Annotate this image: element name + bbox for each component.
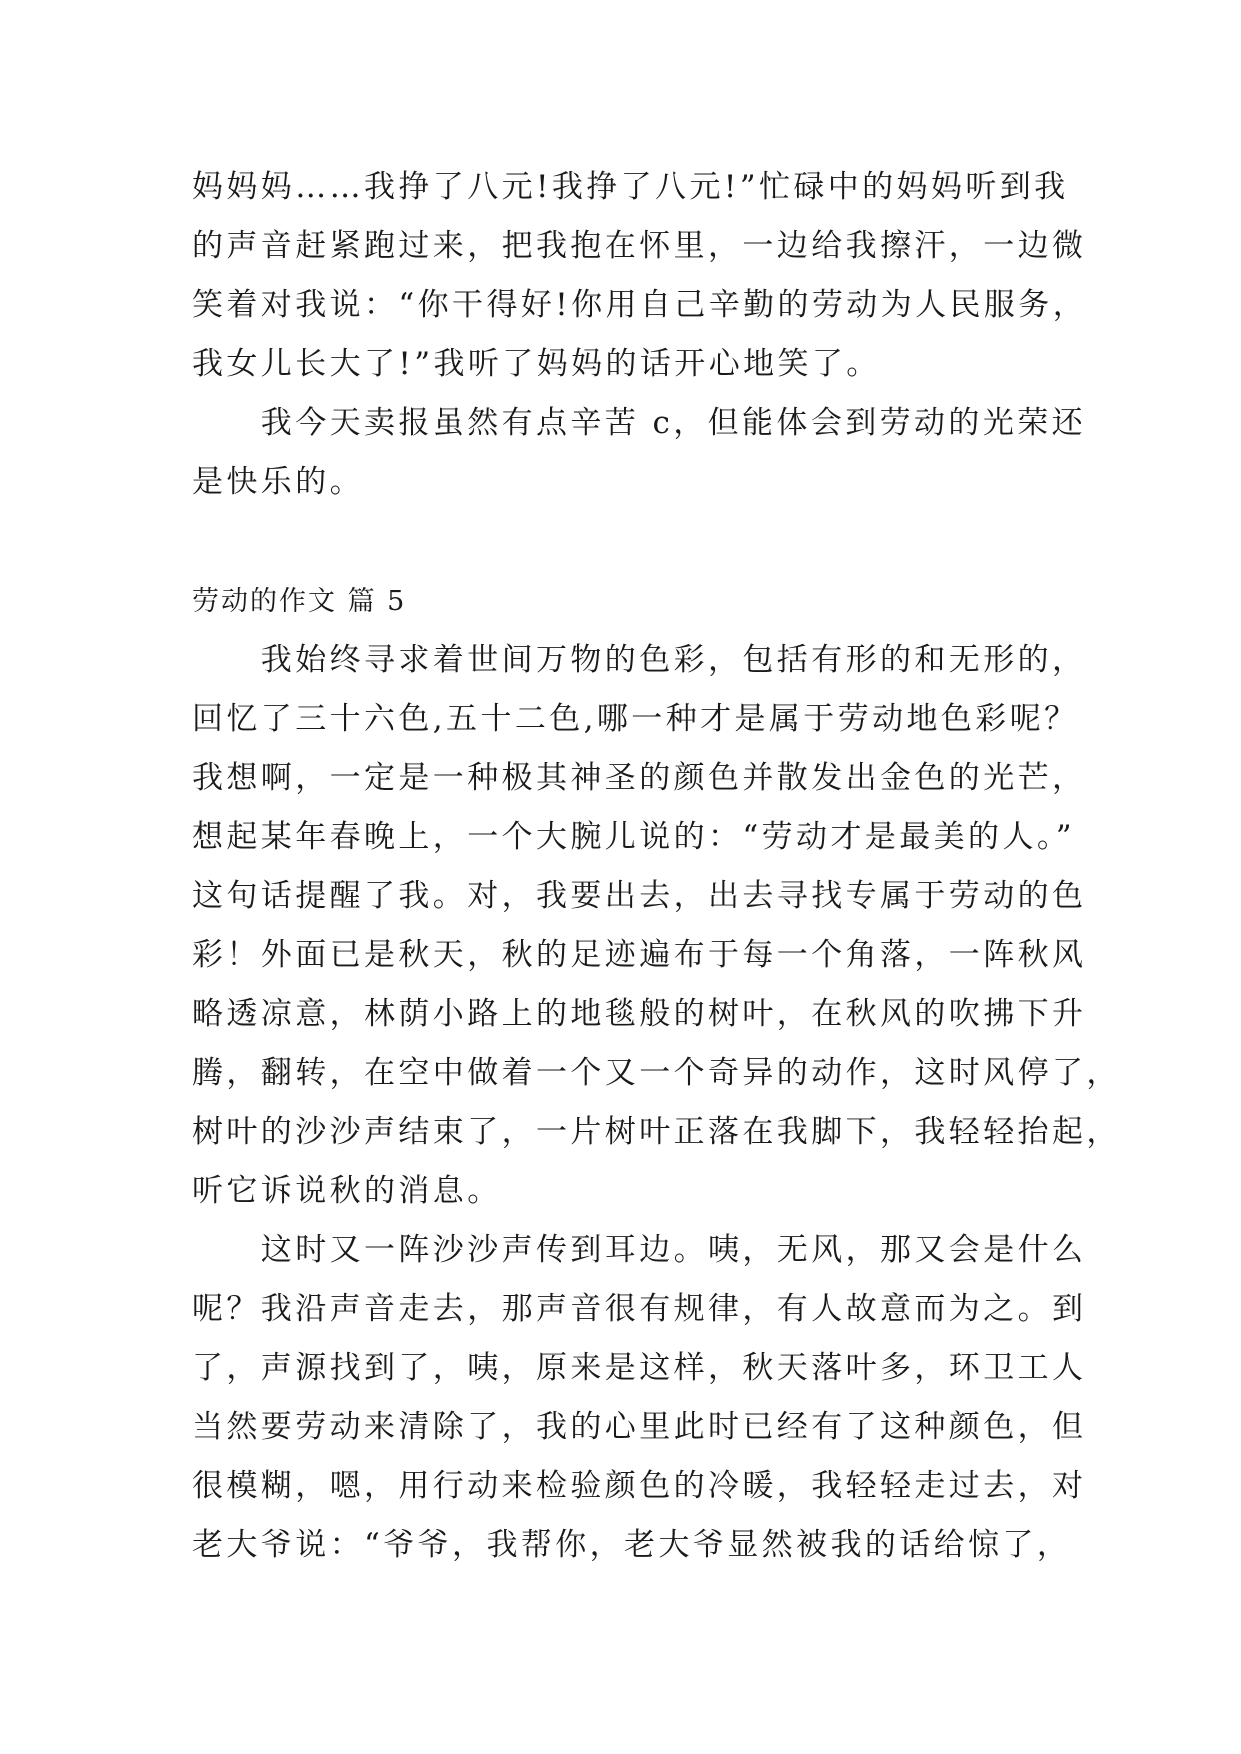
paragraph-line: 想起某年春晚上，一个大腕儿说的：“劳动才是最美的人。”: [192, 819, 1075, 855]
paragraph-line: 妈妈妈……我挣了八元!我挣了八元!”忙碌中的妈妈听到我: [192, 169, 1069, 205]
document-body: [192, 158, 1121, 1575]
section-heading: 劳动的作文 篇 5: [192, 586, 407, 617]
paragraph-line: 这句话提醒了我。对，我要出去，出去寻找专属于劳动的色: [192, 878, 1087, 914]
paragraph-line: 略透凉意，林荫小路上的地毯般的树叶，在秋风的吹拂下升: [192, 996, 1087, 1032]
paragraph-line: 当然要劳动来清除了，我的心里此时已经有了这种颜色，但: [192, 1409, 1087, 1445]
paragraph-line: 笑着对我说：“你干得好!你用自己辛勤的劳动为人民服务，: [192, 287, 1088, 323]
paragraph-line: 腾，翻转，在空中做着一个又一个奇异的动作，这时风停了，: [192, 1055, 1121, 1091]
paragraph-line: 树叶的沙沙声结束了，一片树叶正落在我脚下，我轻轻抬起，: [192, 1114, 1121, 1150]
paragraph-line: 的声音赶紧跑过来，把我抱在怀里，一边给我擦汗，一边微: [192, 228, 1087, 264]
paragraph-line: 呢？我沿声音走去，那声音很有规律，有人故意而为之。到: [192, 1291, 1087, 1327]
paragraph-line: 了，声源找到了，咦，原来是这样，秋天落叶多，环卫工人: [192, 1350, 1087, 1386]
paragraph-line: 是快乐的。: [192, 464, 364, 500]
paragraph-line: 这时又一阵沙沙声传到耳边。咦，无风，那又会是什么: [192, 1232, 1087, 1268]
paragraph-line: 我今天卖报虽然有点辛苦 c，但能体会到劳动的光荣还: [192, 405, 1087, 441]
paragraph-line: 我女儿长大了!”我听了妈妈的话开心地笑了。: [192, 346, 881, 382]
paragraph-line: 听它诉说秋的消息。: [192, 1173, 502, 1209]
paragraph-line: 我始终寻求着世间万物的色彩，包括有形的和无形的，: [192, 642, 1087, 678]
section-gap: [192, 512, 1054, 572]
paragraph-line: 我想啊，一定是一种极其神圣的颜色并散发出金色的光芒，: [192, 760, 1087, 796]
paragraph-line: 很模糊，嗯，用行动来检验颜色的冷暖，我轻轻走过去，对: [192, 1468, 1087, 1504]
paragraph-line: 老大爷说：“爷爷，我帮你，老大爷显然被我的话给惊了，: [192, 1527, 1072, 1563]
paragraph-line: 回忆了三十六色,五十二色,哪一种才是属于劳动地色彩呢？: [192, 701, 1079, 737]
paragraph-line: 彩！外面已是秋天，秋的足迹遍布于每一个角落，一阵秋风: [192, 937, 1087, 973]
